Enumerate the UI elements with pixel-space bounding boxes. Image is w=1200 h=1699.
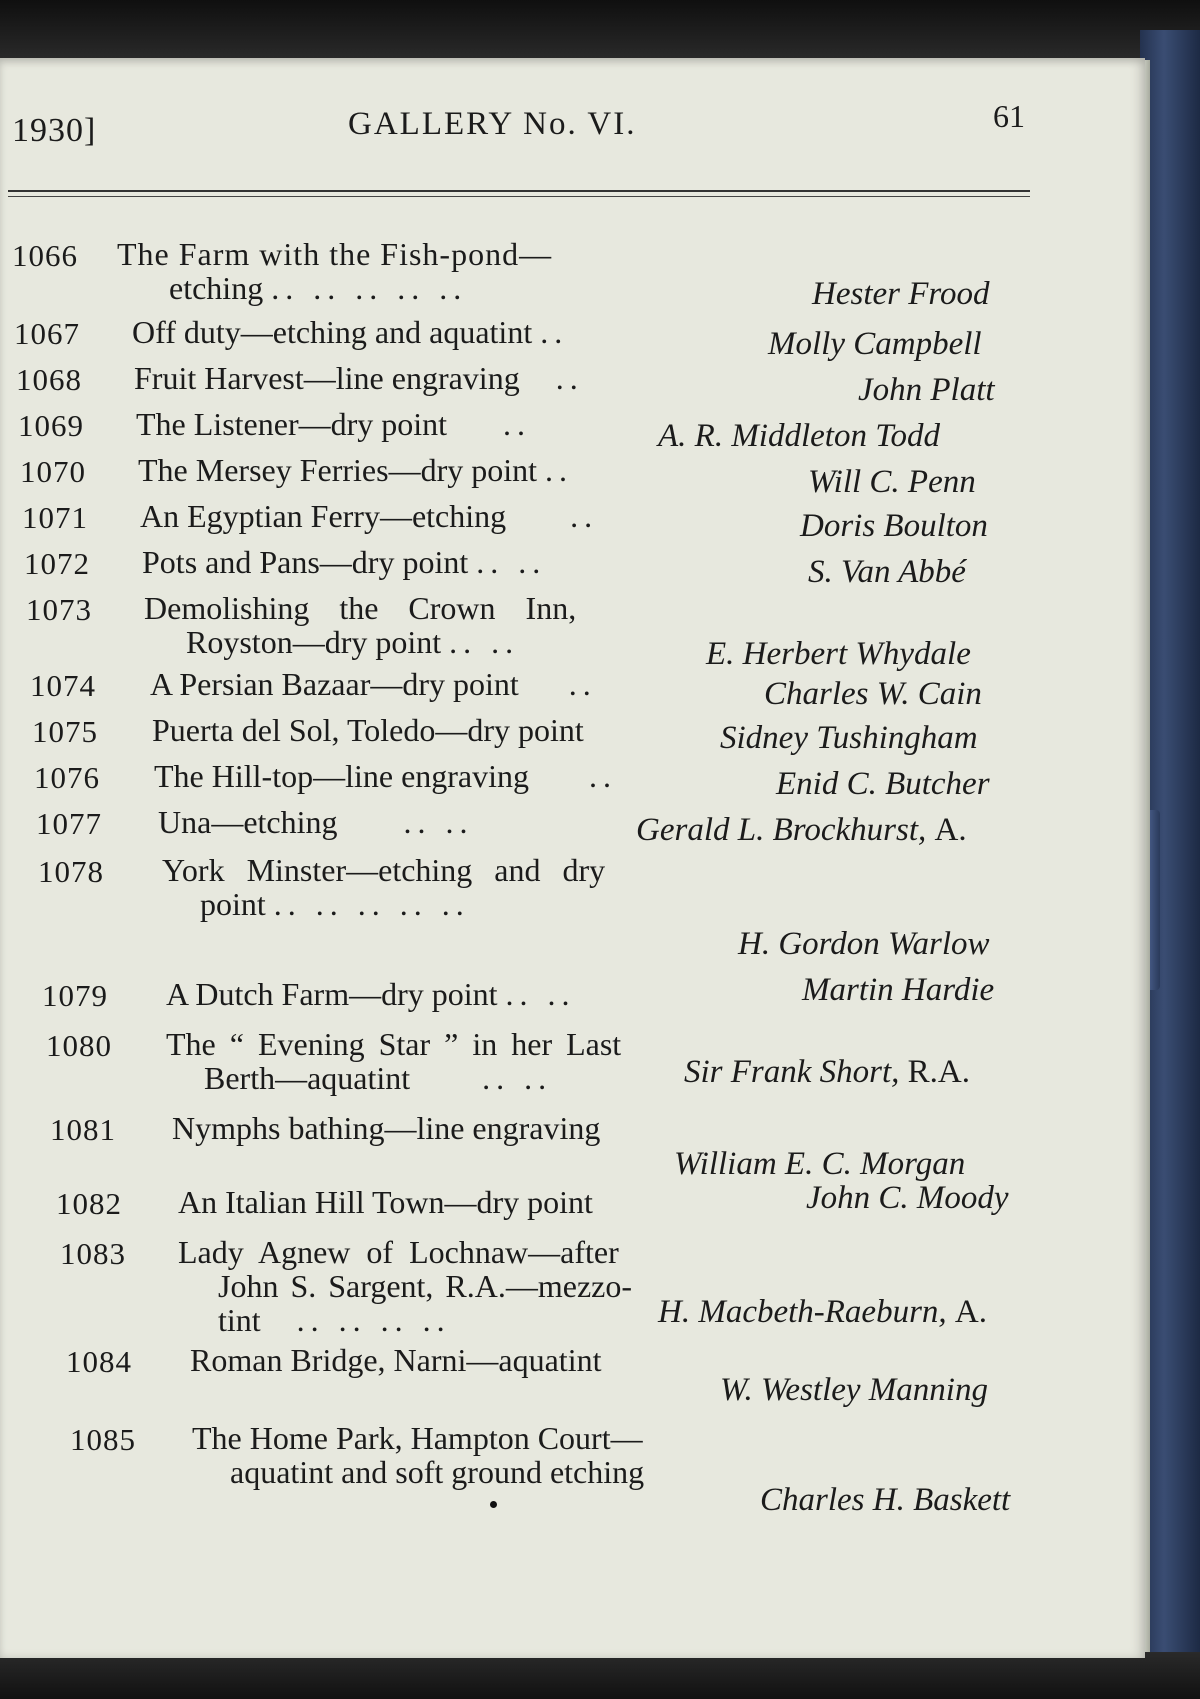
entry-number: 1069 xyxy=(18,408,84,443)
entry-number: 1067 xyxy=(14,316,80,351)
entry-artist: Will C. Penn xyxy=(808,464,976,500)
entry-title-continued: Royston—dry point .. .. xyxy=(186,624,520,660)
entry-title: Fruit Harvest—line engraving .. xyxy=(134,360,584,396)
entry-artist: W. Westley Manning xyxy=(720,1372,988,1408)
entry-title: Nymphs bathing—line engraving xyxy=(172,1110,601,1146)
entry-number: 1075 xyxy=(32,714,98,749)
entry-title: An Egyptian Ferry—etching .. xyxy=(140,498,599,534)
entry-title: The “ Evening Star ” in her Last xyxy=(166,1026,622,1062)
entry-title: A Persian Bazaar—dry point .. xyxy=(150,666,597,702)
entry-artist: Charles W. Cain xyxy=(764,676,982,712)
entry-title: York Minster—etching and dry xyxy=(162,852,606,888)
entry-artist: Hester Frood xyxy=(812,276,990,312)
entry-title: Demolishing the Crown Inn, xyxy=(144,590,577,626)
entry-number: 1066 xyxy=(12,238,78,273)
entry-title: Una—etching .. .. xyxy=(158,804,474,840)
entry-number: 1084 xyxy=(66,1344,132,1379)
entry-artist: Martin Hardie xyxy=(802,972,995,1008)
entry-title: Pots and Pans—dry point .. .. xyxy=(142,544,547,580)
entry-artist: William E. C. Morgan xyxy=(674,1146,966,1182)
entry-artist: A. R. Middleton Todd xyxy=(658,418,941,454)
entry-number: 1082 xyxy=(56,1186,122,1221)
entry-title: The Listener—dry point .. xyxy=(136,406,532,442)
entry-number: 1074 xyxy=(30,668,96,703)
entry-artist: John Platt xyxy=(858,372,995,408)
entry-artist: Gerald L. Brockhurst, A. xyxy=(636,812,967,848)
entry-artist: Doris Boulton xyxy=(800,508,988,544)
entry-number: 1068 xyxy=(16,362,82,397)
entry-artist: Charles H. Baskett xyxy=(760,1482,1011,1518)
year-label: 1930] xyxy=(12,112,97,149)
entry-number: 1081 xyxy=(50,1112,116,1147)
entry-title-continued: tint .. .. .. .. xyxy=(218,1302,451,1338)
entry-number: 1073 xyxy=(26,592,92,627)
entry-title: The Hill-top—line engraving .. xyxy=(154,758,618,794)
book-cover-bottom xyxy=(0,1652,1200,1699)
entry-number: 1076 xyxy=(34,760,100,795)
page-title: GALLERY No. VI. xyxy=(348,106,637,142)
entry-title: The Home Park, Hampton Court— xyxy=(192,1420,643,1456)
entry-artist: E. Herbert Whydale xyxy=(706,636,971,672)
entry-artist: Enid C. Butcher xyxy=(776,766,990,802)
running-header xyxy=(8,92,1038,152)
entry-number: 1070 xyxy=(20,454,86,489)
entry-title-continued: point .. .. .. .. .. xyxy=(200,886,470,922)
entry-artist: Sir Frank Short, R.A. xyxy=(684,1054,971,1090)
entry-title: An Italian Hill Town—dry point xyxy=(178,1184,593,1220)
entry-artist: Molly Campbell xyxy=(768,326,982,362)
entry-number: 1085 xyxy=(70,1422,136,1457)
entry-number: 1071 xyxy=(22,500,88,535)
page-number: 61 xyxy=(993,98,1025,134)
header-rule xyxy=(8,190,1030,192)
entry-artist: John C. Moody xyxy=(806,1180,1009,1216)
entry-title: Off duty—etching and aquatint .. xyxy=(132,314,569,350)
entry-title: Roman Bridge, Narni—aquatint xyxy=(190,1342,602,1378)
entry-artist: H. Gordon Warlow xyxy=(738,926,990,962)
entry-number: 1072 xyxy=(24,546,90,581)
entry-number: 1077 xyxy=(36,806,102,841)
entry-number: 1078 xyxy=(38,854,104,889)
header-rule-thin xyxy=(8,196,1030,197)
entry-artist: Sidney Tushingham xyxy=(720,720,978,756)
entry-number: 1079 xyxy=(42,978,108,1013)
entry-title: Lady Agnew of Lochnaw—after xyxy=(178,1234,619,1270)
entry-title: Puerta del Sol, Toledo—dry point xyxy=(152,712,584,748)
entry-title: The Farm with the Fish-pond— xyxy=(117,236,553,272)
entry-title-continued: aquatint and soft ground etching xyxy=(230,1454,645,1490)
entry-number: 1080 xyxy=(46,1028,112,1063)
entry-title-continued: John S. Sargent, R.A.—mezzo- xyxy=(218,1268,633,1304)
entry-artist: S. Van Abbé xyxy=(808,554,966,590)
book-cover-top xyxy=(0,0,1200,60)
ink-spot xyxy=(490,1501,497,1508)
entry-title-continued: etching .. .. .. .. .. xyxy=(169,270,468,306)
entry-title: The Mersey Ferries—dry point .. xyxy=(138,452,574,488)
entry-title: A Dutch Farm—dry point .. .. xyxy=(166,976,576,1012)
entry-title-continued: Berth—aquatint .. .. xyxy=(204,1060,553,1096)
entry-artist: H. Macbeth-Raeburn, A. xyxy=(658,1294,988,1330)
entry-number: 1083 xyxy=(60,1236,126,1271)
